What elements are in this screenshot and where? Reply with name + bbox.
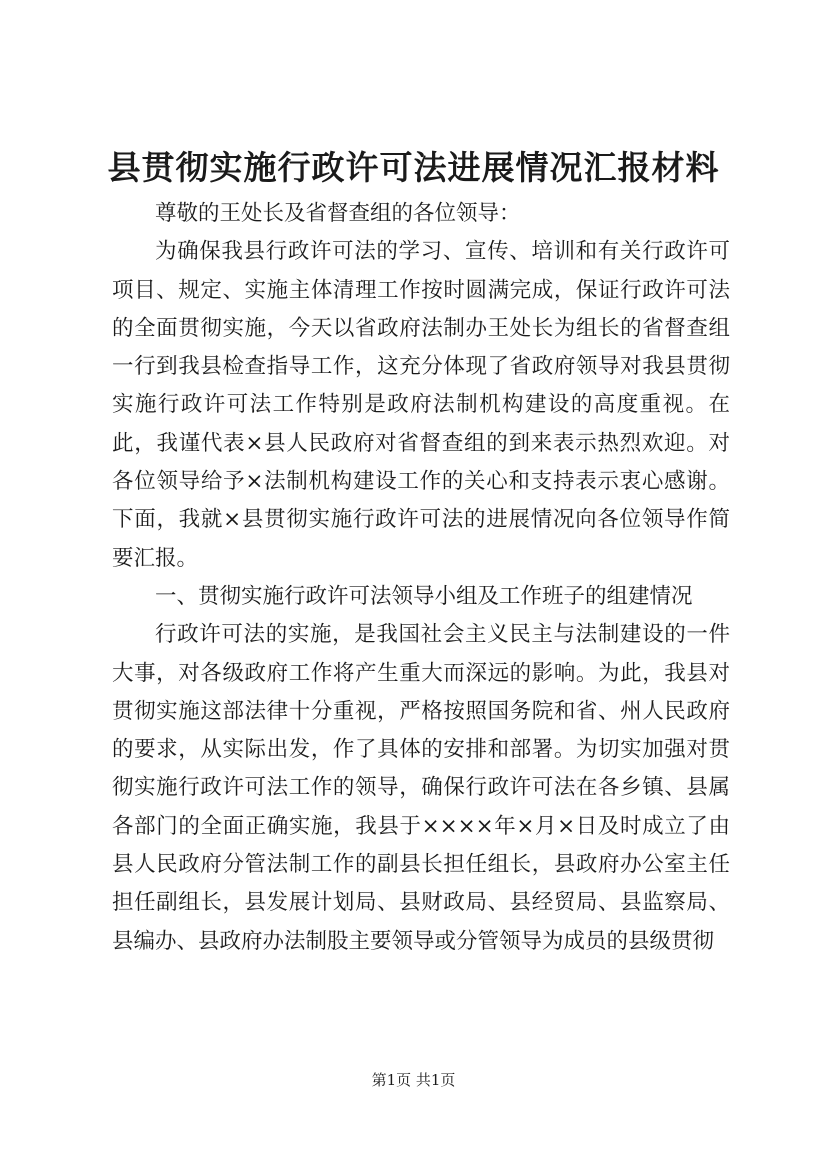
page-footer: 第1页 共1页 <box>371 1071 456 1089</box>
paragraph-section-1: 行政许可法的实施，是我国社会主义民主与法制建设的一件大事，对各级政府工作将产生重大而深远的影响。为此，我县对贯彻实施这部法律十分重视，严格按照国务院和省、州人民政府的要求，从实际出发，作了具体的安排和部署。为切实加强对贯彻实施行政许可法工作的领导，确保行政许可法在各乡镇、县属各部门的全面正确实施，我县于××××年×月×日及时成立了由县人民政府分管法制工作的副县长担任组长，县政府办公室主任担任副组长，县发展计划局、县财政局、县经贸局、县监察局、县编办、县政府办法制股主要领导或分管领导为成员的县级贯彻 <box>112 622 730 954</box>
section-heading-1: 一、贯彻实施行政许可法领导小组及工作班子的组建情况 <box>155 583 693 609</box>
document-body <box>112 195 730 961</box>
document-title: 县贯彻实施行政许可法进展情况汇报材料 <box>107 148 720 187</box>
salutation: 尊敬的王处长及省督查组的各位领导： <box>155 201 521 226</box>
paragraph-intro: 为确保我县行政许可法的学习、宣传、培训和有关行政许可项目、规定、实施主体清理工作按时圆满完成，保证行政许可法的全面贯彻实施，今天以省政府法制办王处长为组长的省督查组一行到我县检查指导工作，这充分体现了省政府领导对我县贯彻实施行政许可法工作特别是政府法制机构建设的高度重视。在此，我谨代表×县人民政府对省督查组的到来表示热烈欢迎。对各位领导给予×法制机构建设工作的关心和支持表示衷心感谢。下面，我就×县贯彻实施行政许可法的进展情况向各位领导作简要汇报。 <box>112 239 730 571</box>
